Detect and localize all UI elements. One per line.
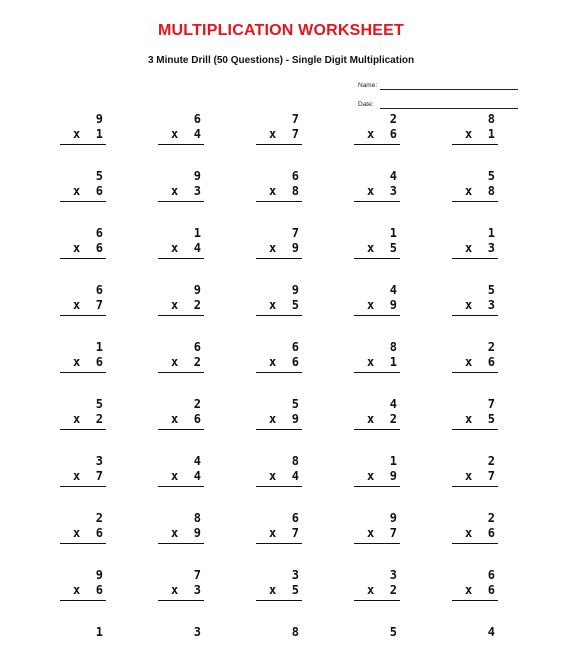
problem-item: [354, 511, 400, 553]
multiplicand: 1: [193, 226, 201, 240]
problem-item: [256, 226, 302, 268]
multiplicand: 1: [487, 226, 495, 240]
multiplier: 6: [95, 355, 103, 369]
operator-sign: x: [73, 526, 81, 540]
operator-sign: x: [171, 184, 179, 198]
multiplier: 5: [389, 241, 397, 255]
answer-line: [452, 144, 498, 145]
worksheet-title: MULTIPLICATION WORKSHEET: [158, 22, 404, 39]
problem-item: [452, 568, 498, 610]
multiplier: 4: [193, 241, 201, 255]
answer-line: [60, 201, 106, 202]
name-label: Name:: [358, 82, 378, 89]
multiplier: 1: [487, 127, 495, 141]
answer-line: [60, 372, 106, 373]
multiplier: 9: [389, 298, 397, 312]
operator-sign: x: [73, 469, 81, 483]
answer-line: [452, 486, 498, 487]
multiplier: 8: [487, 184, 495, 198]
problem-item: [452, 397, 498, 439]
operator-sign: x: [73, 583, 81, 597]
problem-item: [354, 397, 400, 439]
multiplicand: 5: [291, 397, 299, 411]
multiplier: 7: [291, 127, 299, 141]
operator-sign: x: [367, 241, 375, 255]
answer-line: [60, 258, 106, 259]
answer-line: [256, 486, 302, 487]
answer-line: [452, 372, 498, 373]
operator-sign: x: [269, 184, 277, 198]
multiplier: 3: [487, 241, 495, 255]
operator-sign: x: [367, 355, 375, 369]
operator-sign: x: [269, 469, 277, 483]
multiplier: 4: [193, 127, 201, 141]
multiplicand: 7: [291, 226, 299, 240]
multiplier: 7: [95, 298, 103, 312]
multiplier: 3: [193, 583, 201, 597]
answer-line: [452, 543, 498, 544]
problem-item: [354, 625, 400, 667]
answer-line: [256, 372, 302, 373]
multiplier: 1: [95, 127, 103, 141]
multiplier: 2: [193, 355, 201, 369]
answer-line: [158, 201, 204, 202]
operator-sign: x: [465, 583, 473, 597]
multiplier: 3: [389, 184, 397, 198]
multiplier: 6: [95, 241, 103, 255]
multiplicand: 3: [95, 454, 103, 468]
problem-item: [158, 169, 204, 211]
problem-item: [60, 340, 106, 382]
answer-line: [452, 429, 498, 430]
multiplier: 5: [487, 412, 495, 426]
operator-sign: x: [171, 526, 179, 540]
multiplier: 8: [291, 184, 299, 198]
problem-item: [60, 568, 106, 610]
operator-sign: x: [367, 298, 375, 312]
multiplicand: 2: [487, 454, 495, 468]
multiplicand: 7: [487, 397, 495, 411]
multiplicand: 4: [487, 625, 495, 639]
problem-item: [158, 397, 204, 439]
multiplier: 5: [291, 298, 299, 312]
answer-line: [354, 201, 400, 202]
operator-sign: x: [367, 583, 375, 597]
problem-item: [60, 112, 106, 154]
answer-line: [452, 258, 498, 259]
answer-line: [256, 429, 302, 430]
problem-item: [452, 283, 498, 325]
multiplicand: 8: [291, 625, 299, 639]
operator-sign: x: [269, 127, 277, 141]
problem-item: [354, 568, 400, 610]
multiplier: 2: [389, 583, 397, 597]
multiplicand: 2: [95, 511, 103, 525]
multiplier: 6: [487, 355, 495, 369]
operator-sign: x: [465, 184, 473, 198]
answer-line: [60, 429, 106, 430]
answer-line: [354, 315, 400, 316]
multiplicand: 1: [389, 226, 397, 240]
multiplicand: 8: [193, 511, 201, 525]
name-field: [358, 78, 518, 90]
operator-sign: x: [73, 355, 81, 369]
multiplier: 6: [389, 127, 397, 141]
multiplicand: 6: [291, 511, 299, 525]
multiplicand: 1: [389, 454, 397, 468]
multiplicand: 9: [193, 169, 201, 183]
multiplicand: 6: [291, 169, 299, 183]
multiplicand: 6: [487, 568, 495, 582]
answer-line: [256, 600, 302, 601]
multiplier: 9: [193, 526, 201, 540]
multiplicand: 5: [487, 169, 495, 183]
operator-sign: x: [367, 184, 375, 198]
answer-line: [60, 600, 106, 601]
answer-line: [452, 201, 498, 202]
problem-item: [452, 454, 498, 496]
answer-line: [158, 372, 204, 373]
answer-line: [256, 201, 302, 202]
problem-item: [256, 169, 302, 211]
date-line: [380, 108, 518, 109]
multiplicand: 5: [95, 169, 103, 183]
multiplicand: 4: [389, 169, 397, 183]
answer-line: [158, 258, 204, 259]
answer-line: [256, 258, 302, 259]
problem-item: [256, 112, 302, 154]
operator-sign: x: [171, 241, 179, 255]
multiplier: 2: [95, 412, 103, 426]
operator-sign: x: [465, 469, 473, 483]
multiplier: 4: [291, 469, 299, 483]
problem-item: [452, 169, 498, 211]
multiplier: 6: [291, 355, 299, 369]
multiplicand: 7: [193, 568, 201, 582]
multiplicand: 2: [389, 112, 397, 126]
multiplier: 3: [487, 298, 495, 312]
problem-item: [158, 283, 204, 325]
operator-sign: x: [171, 469, 179, 483]
multiplicand: 5: [95, 397, 103, 411]
multiplier: 6: [95, 184, 103, 198]
operator-sign: x: [269, 298, 277, 312]
multiplicand: 8: [389, 340, 397, 354]
operator-sign: x: [171, 127, 179, 141]
problem-item: [60, 454, 106, 496]
multiplicand: 2: [487, 340, 495, 354]
multiplicand: 6: [95, 226, 103, 240]
multiplicand: 4: [389, 397, 397, 411]
operator-sign: x: [367, 412, 375, 426]
multiplicand: 8: [487, 112, 495, 126]
problem-item: [256, 454, 302, 496]
multiplicand: 6: [291, 340, 299, 354]
operator-sign: x: [73, 298, 81, 312]
problem-item: [60, 397, 106, 439]
operator-sign: x: [465, 241, 473, 255]
operator-sign: x: [73, 184, 81, 198]
operator-sign: x: [367, 127, 375, 141]
problem-item: [256, 511, 302, 553]
date-label: Date:: [358, 101, 374, 108]
worksheet-subtitle: 3 Minute Drill (50 Questions) - Single Digit Multiplication: [147, 55, 415, 66]
multiplicand: 9: [291, 283, 299, 297]
operator-sign: x: [465, 412, 473, 426]
problem-item: [354, 112, 400, 154]
multiplier: 6: [95, 526, 103, 540]
operator-sign: x: [171, 355, 179, 369]
operator-sign: x: [465, 127, 473, 141]
operator-sign: x: [367, 526, 375, 540]
problem-item: [256, 625, 302, 667]
problem-item: [60, 169, 106, 211]
multiplier: 1: [389, 355, 397, 369]
answer-line: [256, 144, 302, 145]
operator-sign: x: [73, 127, 81, 141]
multiplier: 6: [487, 526, 495, 540]
problem-item: [354, 454, 400, 496]
problem-item: [158, 511, 204, 553]
answer-line: [60, 315, 106, 316]
multiplicand: 7: [291, 112, 299, 126]
problem-item: [354, 169, 400, 211]
answer-line: [354, 486, 400, 487]
answer-line: [60, 543, 106, 544]
multiplier: 9: [291, 412, 299, 426]
problem-item: [354, 340, 400, 382]
problem-item: [60, 625, 106, 667]
problem-item: [256, 340, 302, 382]
operator-sign: x: [171, 298, 179, 312]
multiplier: 7: [95, 469, 103, 483]
multiplicand: 2: [487, 511, 495, 525]
multiplier: 2: [389, 412, 397, 426]
problem-item: [158, 568, 204, 610]
answer-line: [256, 543, 302, 544]
answer-line: [158, 486, 204, 487]
multiplicand: 9: [193, 283, 201, 297]
problem-item: [158, 112, 204, 154]
problem-item: [60, 283, 106, 325]
multiplier: 9: [389, 469, 397, 483]
multiplicand: 5: [389, 625, 397, 639]
multiplicand: 8: [291, 454, 299, 468]
multiplier: 6: [487, 583, 495, 597]
multiplicand: 3: [291, 568, 299, 582]
operator-sign: x: [73, 412, 81, 426]
operator-sign: x: [171, 412, 179, 426]
answer-line: [452, 600, 498, 601]
problem-item: [158, 625, 204, 667]
multiplier: 9: [291, 241, 299, 255]
multiplicand: 1: [95, 340, 103, 354]
answer-line: [354, 429, 400, 430]
problem-item: [60, 226, 106, 268]
answer-line: [354, 144, 400, 145]
operator-sign: x: [269, 412, 277, 426]
operator-sign: x: [269, 583, 277, 597]
multiplicand: 4: [389, 283, 397, 297]
problem-item: [452, 340, 498, 382]
multiplicand: 2: [193, 397, 201, 411]
multiplier: 7: [389, 526, 397, 540]
operator-sign: x: [269, 355, 277, 369]
problem-item: [256, 568, 302, 610]
answer-line: [354, 600, 400, 601]
problem-item: [158, 226, 204, 268]
multiplicand: 6: [193, 340, 201, 354]
multiplier: 6: [193, 412, 201, 426]
multiplier: 3: [193, 184, 201, 198]
answer-line: [354, 543, 400, 544]
answer-line: [60, 144, 106, 145]
operator-sign: x: [367, 469, 375, 483]
answer-line: [158, 144, 204, 145]
date-field: [358, 97, 518, 109]
answer-line: [158, 429, 204, 430]
multiplicand: 1: [95, 625, 103, 639]
answer-line: [256, 315, 302, 316]
answer-line: [158, 315, 204, 316]
operator-sign: x: [269, 526, 277, 540]
multiplier: 4: [193, 469, 201, 483]
multiplicand: 9: [95, 112, 103, 126]
problem-item: [60, 511, 106, 553]
multiplier: 7: [291, 526, 299, 540]
problem-item: [256, 283, 302, 325]
name-line: [380, 89, 518, 90]
problem-item: [158, 340, 204, 382]
problem-item: [452, 625, 498, 667]
multiplier: 2: [193, 298, 201, 312]
multiplier: 7: [487, 469, 495, 483]
problem-item: [452, 112, 498, 154]
multiplicand: 5: [487, 283, 495, 297]
answer-line: [354, 258, 400, 259]
problem-item: [354, 283, 400, 325]
operator-sign: x: [73, 241, 81, 255]
operator-sign: x: [465, 298, 473, 312]
operator-sign: x: [465, 355, 473, 369]
operator-sign: x: [465, 526, 473, 540]
problem-item: [354, 226, 400, 268]
problem-item: [158, 454, 204, 496]
problem-item: [452, 226, 498, 268]
answer-line: [158, 543, 204, 544]
multiplicand: 9: [95, 568, 103, 582]
multiplicand: 6: [95, 283, 103, 297]
multiplicand: 3: [389, 568, 397, 582]
operator-sign: x: [269, 241, 277, 255]
answer-line: [354, 372, 400, 373]
answer-line: [158, 600, 204, 601]
answer-line: [60, 486, 106, 487]
problem-item: [256, 397, 302, 439]
operator-sign: x: [171, 583, 179, 597]
problem-item: [452, 511, 498, 553]
multiplicand: 6: [193, 112, 201, 126]
answer-line: [452, 315, 498, 316]
multiplicand: 9: [389, 511, 397, 525]
multiplier: 6: [95, 583, 103, 597]
multiplicand: 3: [193, 625, 201, 639]
multiplicand: 4: [193, 454, 201, 468]
multiplier: 5: [291, 583, 299, 597]
